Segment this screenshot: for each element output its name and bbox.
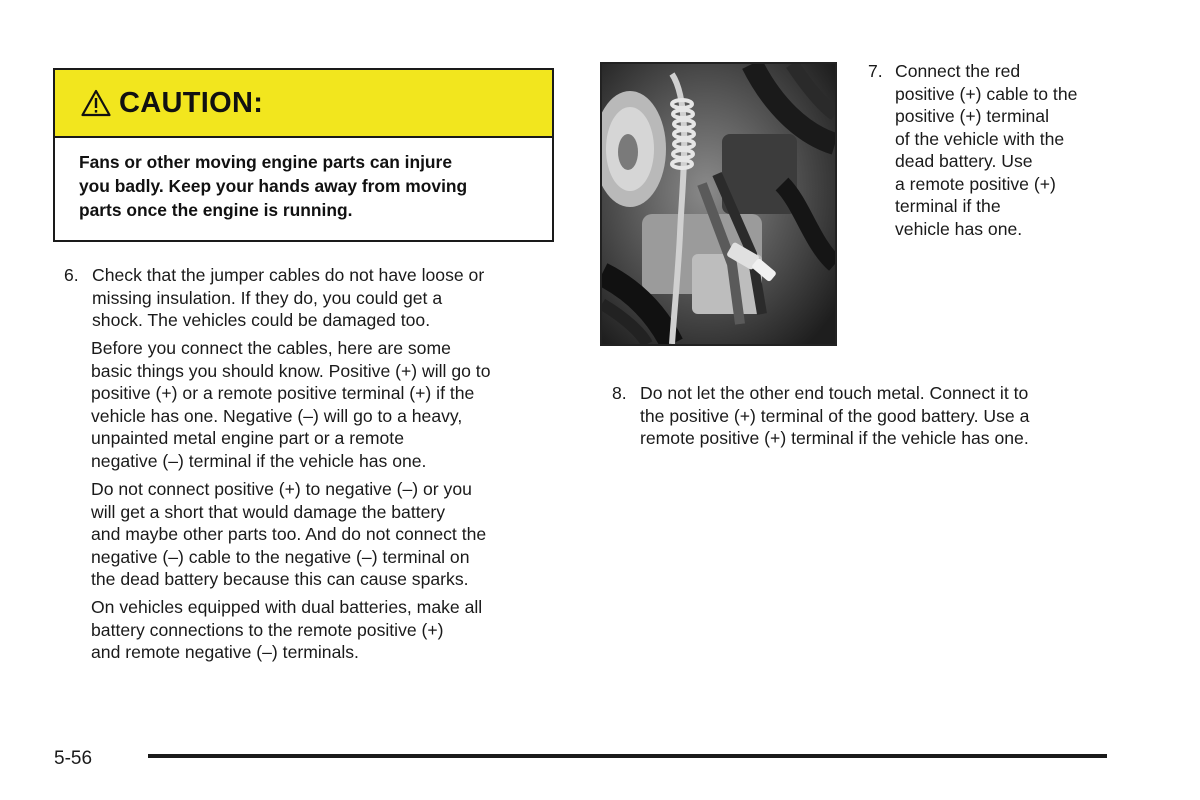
caution-box: [53, 68, 554, 242]
step-text: Check that the jumper cables do not have loose or missing insulation. If they do, you could get a shock. The vehicles could be damaged too.: [92, 265, 485, 330]
step-8: [612, 382, 1132, 450]
engine-jumper-cable-photo: [600, 62, 837, 346]
step-number: 7.: [868, 61, 883, 81]
step-6: [64, 264, 564, 332]
paragraph-dual-batteries: On vehicles equipped with dual batteries, make all battery connections to the remote positive (+) and remote negative (–) terminals.: [91, 597, 483, 662]
step-number: 6.: [64, 265, 79, 285]
page-number: 5-56: [54, 748, 93, 769]
paragraph-basics: Before you connect the cables, here are some basic things you should know. Positive (+) will go to positive (+) or a remote positive terminal (+) if the vehicle has one. Negative (–) will go to a heavy, unpainted metal engine part or a remote negative (–) terminal if the vehicle has one.: [91, 338, 491, 471]
warning-triangle-icon: [81, 89, 111, 117]
step-7: [868, 60, 1128, 240]
step-number: 8.: [612, 383, 627, 403]
caution-title: CAUTION:: [119, 86, 264, 119]
caution-header: [55, 70, 552, 138]
step-text: Do not let the other end touch metal. Connect it to the positive (+) terminal of the good battery. Use a remote positive (+) terminal if the vehicle has one.: [640, 383, 1030, 448]
caution-text: Fans or other moving engine parts can injure you badly. Keep your hands away from moving parts once the engine is running.: [79, 152, 468, 220]
step-text: Connect the red positive (+) cable to the positive (+) terminal of the vehicle with the dead battery. Use a remote positive (+) terminal if the vehicle has one.: [895, 61, 1078, 239]
footer-divider: [148, 754, 1107, 758]
paragraph-short-warning: Do not connect positive (+) to negative (–) or you will get a short that would damage the battery and maybe other parts too. And do not connect the negative (–) cable to the negative (–) terminal on the dead battery because this can cause sparks.: [91, 479, 487, 589]
